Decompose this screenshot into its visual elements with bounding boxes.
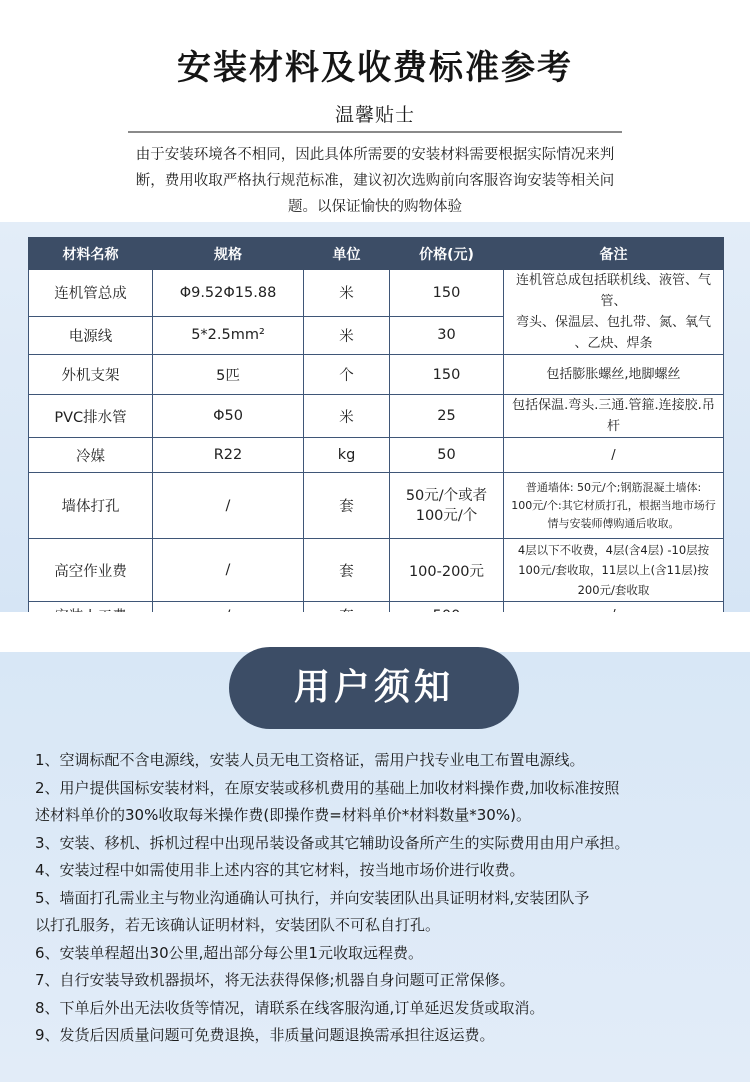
cell-unit: 米	[304, 270, 390, 317]
cell-name: 电源线	[29, 316, 153, 354]
note-line: 连机管总成包括联机线、液管、气管、	[515, 273, 711, 309]
pricing-table	[28, 237, 724, 630]
list-item: 6、安装单程超出30公里,超出部分每公里1元收取远程费。	[35, 943, 423, 962]
cell-name: 连机管总成	[29, 270, 153, 317]
list-item: 5、墙面打孔需业主与物业沟通确认可执行，并向安装团队出具证明材料,安装团队予	[35, 888, 590, 907]
cell-spec: Φ50	[153, 395, 304, 438]
note-line: 情与安装师傅购通后收取。	[547, 516, 680, 530]
cell-name: 外机支架	[29, 355, 153, 395]
note-line: 100元/个:其它材质打孔，根据当地市场行	[511, 498, 716, 512]
note-line: 100元/套收取，11层以上(含11层)按	[518, 563, 709, 577]
cell-price: 25	[390, 395, 504, 438]
table-row	[29, 355, 724, 395]
column-header: 材料名称	[29, 238, 153, 270]
header-section	[0, 0, 750, 222]
section-gap	[0, 612, 750, 652]
cell-spec: /	[153, 539, 304, 602]
table-row	[29, 438, 724, 473]
cell-price: 150	[390, 270, 504, 317]
cell-spec: 5匹	[153, 355, 304, 395]
table-section	[0, 222, 750, 612]
cell-note-merged	[504, 270, 724, 355]
cell-unit: 套	[304, 539, 390, 602]
cell-price: 100-200元	[390, 539, 504, 602]
cell-name: 冷媒	[29, 438, 153, 473]
column-header: 规格	[153, 238, 304, 270]
intro-line: 题。以保证愉快的购物体验	[288, 199, 462, 215]
table-row	[29, 473, 724, 539]
list-item: 9、发货后因质量问题可免费退换，非质量问题退换需承担往返运费。	[35, 1026, 495, 1044]
cell-unit: kg	[304, 438, 390, 473]
price-line: 100元/个	[415, 507, 478, 524]
cell-name: PVC排水管	[29, 395, 153, 438]
cell-spec: /	[153, 473, 304, 539]
intro-line: 断，费用收取严格执行规范标准，建议初次选购前向客服咨询安装等相关问	[135, 173, 615, 189]
list-item: 7、自行安装导致机器损坏，将无法获得保修;机器自身问题可正常保修。	[35, 971, 515, 989]
intro-text	[80, 142, 670, 220]
column-header: 价格(元)	[390, 238, 504, 270]
cell-spec: R22	[153, 438, 304, 473]
list-item: 3、安装、移机、拆机过程中出现吊装设备或其它辅助设备所产生的实际费用由用户承担。	[35, 833, 630, 852]
table-header-row	[29, 238, 724, 270]
cell-note	[504, 473, 724, 539]
note-line: 4层以下不收费，4层(含4层) -10层按	[517, 543, 710, 557]
subtitle: 温馨贴士	[334, 104, 415, 126]
cell-note: 包括膨胀螺丝,地脚螺丝	[504, 355, 724, 395]
intro-line: 由于安装环境各不相同，因此具体所需要的安装材料需要根据实际情况来判	[135, 147, 615, 163]
list-item: 以打孔服务，若无该确认证明材料，安装团队不可私自打孔。	[35, 916, 441, 934]
cell-name: 高空作业费	[29, 539, 153, 602]
subtitle-divider	[128, 131, 622, 133]
table-row	[29, 395, 724, 438]
notice-heading-pill: 用户须知	[229, 647, 519, 729]
cell-note: 包括保温.弯头.三通.管箍.连接胶.吊杆	[504, 395, 724, 438]
cell-name: 墙体打孔	[29, 473, 153, 539]
cell-note: /	[504, 438, 724, 473]
list-item: 4、安装过程中如需使用非上述内容的其它材料，按当地市场价进行收费。	[35, 861, 525, 879]
note-line: 、乙炔、焊条	[574, 336, 653, 351]
notice-list	[35, 747, 735, 1050]
note-line: 普通墙体: 50元/个;钢筋混凝土墙体:	[525, 480, 702, 494]
cell-unit: 套	[304, 473, 390, 539]
page-title: 安装材料及收费标准参考	[177, 48, 573, 88]
list-item: 述材料单价的30%收取每米操作费(即操作费=材料单价*材料数量*30%)。	[35, 806, 531, 824]
cell-note	[504, 539, 724, 602]
table-row	[29, 270, 724, 317]
price-line: 50元/个或者	[405, 487, 488, 504]
cell-price: 150	[390, 355, 504, 395]
cell-unit: 个	[304, 355, 390, 395]
cell-spec: Φ9.52Φ15.88	[153, 270, 304, 317]
column-header: 单位	[304, 238, 390, 270]
list-item: 2、用户提供国标安装材料，在原安装或移机费用的基础上加收材料操作费,加收标准按照	[35, 778, 620, 797]
cell-price	[390, 473, 504, 539]
column-header: 备注	[504, 238, 724, 270]
list-item: 1、空调标配不含电源线，安装人员无电工资格证，需用户找专业电工布置电源线。	[35, 751, 585, 769]
cell-spec: 5*2.5mm²	[153, 316, 304, 354]
cell-unit: 米	[304, 395, 390, 438]
table-row	[29, 539, 724, 602]
cell-price: 50	[390, 438, 504, 473]
note-line: 弯头、保温层、包扎带、氮、氧气	[515, 315, 711, 330]
cell-unit: 米	[304, 316, 390, 354]
list-item: 8、下单后外出无法收货等情况，请联系在线客服沟通,订单延迟发货或取消。	[35, 998, 545, 1017]
note-line: 200元/套收取	[577, 583, 650, 597]
cell-price: 30	[390, 316, 504, 354]
